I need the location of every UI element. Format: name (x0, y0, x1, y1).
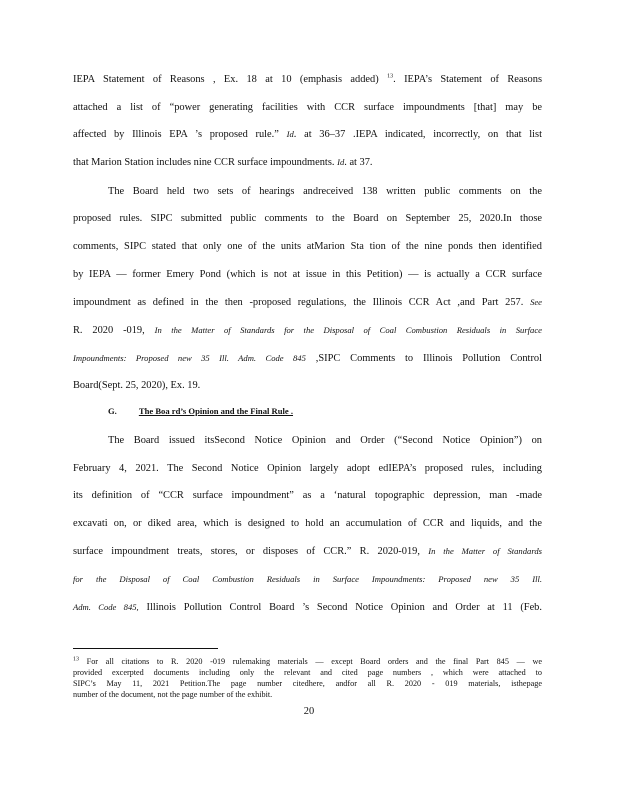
body-line: Adm. Code 845, Illinois Pollution Control Board ’s Second Notice Opinion and Order at 11 (Feb. (73, 602, 542, 613)
body-line: attached a list of “power generating facilities with CCR surface impoundments [that] may be (73, 102, 542, 113)
page-number: 20 (303, 706, 315, 717)
body-line: surface impoundment treats, stores, or disposes of CCR.” R. 2020-019, In the Matter of Standards (73, 546, 542, 557)
body-line: Board(Sept. 25, 2020), Ex. 19. (73, 380, 201, 391)
footnote-ref[interactable]: 13 (387, 73, 394, 80)
body-line: R. 2020 -019, In the Matter of Standards for the Disposal of Coal Combustion Residuals in Surface (73, 325, 542, 336)
body-line: excavati on, or diked area, which is designed to hold an accumulation of CCR and liquids, and the (73, 518, 542, 529)
body-line: by IEPA — former Emery Pond (which is not at issue in this Petition) — is actually a CCR surface (73, 269, 542, 280)
section-heading (108, 406, 293, 416)
footnote-line: provided excerpted documents including only the relevant and cited page numbers , which were attached to (73, 668, 542, 677)
body-line: for the Disposal of Coal Combustion Residuals in Surface Impoundments: Proposed new 35 Ill. (73, 574, 542, 584)
footnote-divider (73, 648, 218, 649)
body-line: proposed rules. SIPC submitted public comments to the Board on September 25, 2020.In those (73, 213, 542, 224)
section-letter: G. (108, 406, 117, 416)
body-line: affected by Illinois EPA ’s proposed rule.” Id. at 36–37 .IEPA indicated, incorrectly, on that list (73, 129, 542, 140)
body-line: comments, SIPC stated that only one of the units atMarion Sta tion of the nine ponds then identified (73, 241, 542, 252)
body-line: impoundment as defined in the then -proposed regulations, the Illinois CCR Act ,and Part 257. See (73, 297, 542, 308)
body-line: Impoundments: Proposed new 35 Ill. Adm. Code 845 ,SIPC Comments to Illinois Pollution Control (73, 353, 542, 364)
body-line: February 4, 2021. The Second Notice Opinion largely adopt edIEPA’s proposed rules, including (73, 463, 542, 474)
section-title: The Boa rd’s Opinion and the Final Rule . (138, 406, 294, 416)
body-line: its definition of “CCR surface impoundment” as a ‘natural topographic depression, man -made (73, 490, 542, 501)
body-line: IEPA Statement of Reasons , Ex. 18 at 10 (emphasis added) $^{13}$. IEPA’s Statement of Reasons (73, 73, 542, 85)
footnote-marker: 13 (73, 656, 79, 663)
footnote-line: $^{13}$ For all citations to R. 2020 -019 rulemaking materials — except Board orders and the final Part 845 — we (73, 656, 543, 666)
footnote-line: SIPC’s May 11, 2021 Petition.The page number citedhere, andfor all R. 2020 - 019 materials, isthepage (73, 679, 542, 688)
body-line: that Marion Station includes nine CCR surface impoundments. Id. at 37. (73, 157, 373, 168)
paragraph-start: The Board issued itsSecond Notice Opinion and Order (“Second Notice Opinion”) on (108, 435, 542, 446)
paragraph-start: The Board held two sets of hearings andreceived 138 written public comments on the (108, 186, 542, 197)
footnote-line: number of the document, not the page number of the exhibit. (73, 690, 273, 699)
